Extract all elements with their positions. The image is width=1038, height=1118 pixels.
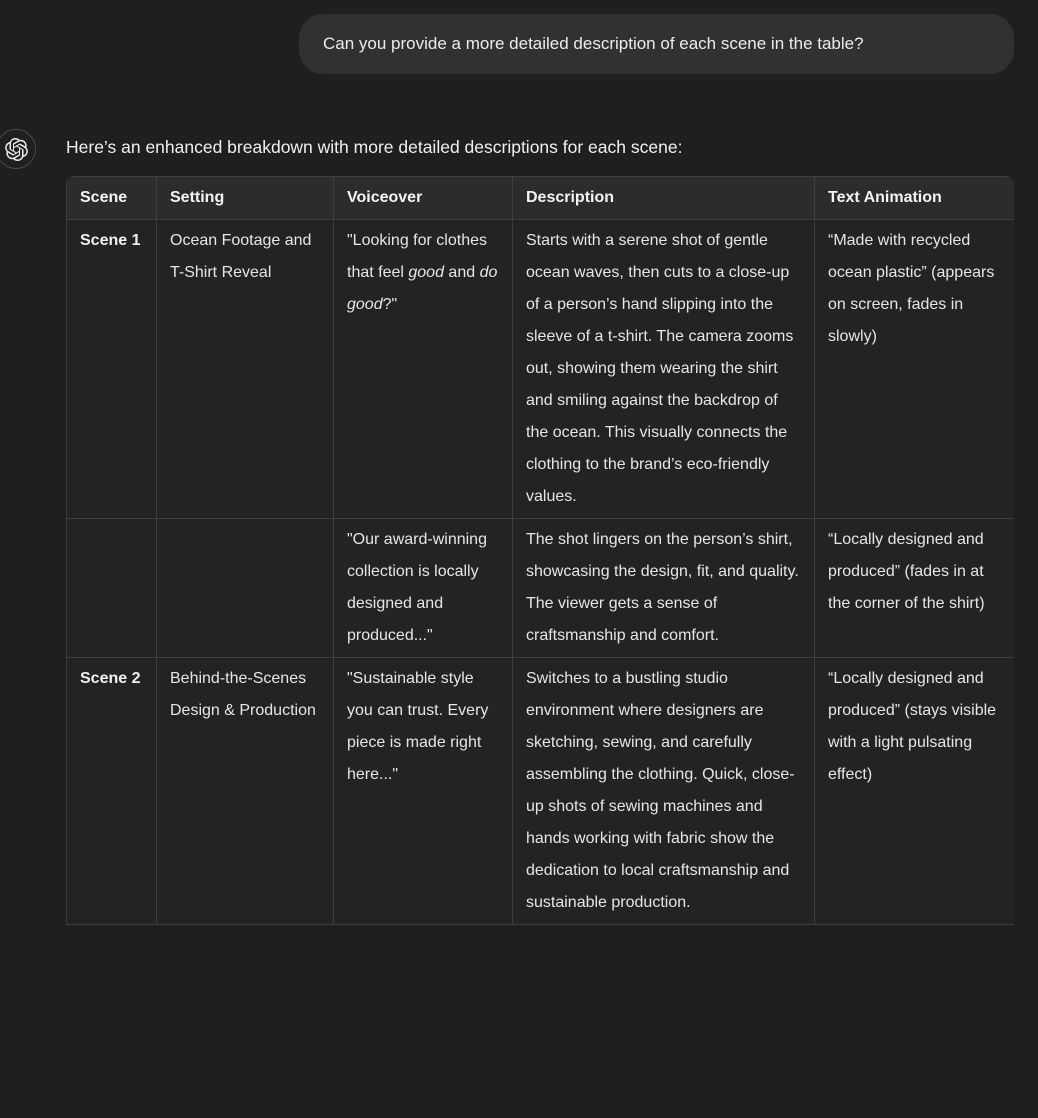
voiceover-segment: and — [443, 264, 480, 281]
cell-text-animation: “Made with recycled ocean plastic” (appears on screen, fades in slowly) — [815, 220, 1015, 519]
voiceover-segment: "Looking for clothes that feel — [347, 232, 487, 281]
table-header-row — [67, 177, 1015, 220]
voiceover-segment: do good — [347, 264, 498, 313]
cell-setting — [157, 519, 334, 658]
cell-voiceover — [334, 658, 513, 925]
cell-scene: Scene 1 — [67, 220, 157, 519]
cell-setting: Ocean Footage and T-Shirt Reveal — [157, 220, 334, 519]
cell-scene — [67, 519, 157, 658]
assistant-avatar — [0, 129, 36, 169]
cell-setting: Behind-the-Scenes Design & Production — [157, 658, 334, 925]
scene-table — [66, 176, 1014, 925]
table-body — [67, 220, 1015, 925]
user-message-bubble — [299, 14, 1014, 74]
cell-scene: Scene 2 — [67, 658, 157, 925]
cell-text-animation: “Locally designed and produced” (fades in at the corner of the shirt) — [815, 519, 1015, 658]
voiceover-segment: "Sustainable style you can trust. Every piece is made right here..." — [347, 670, 489, 783]
column-header: Voiceover — [334, 177, 513, 220]
user-message-text: Can you provide a more detailed description of each scene in the table? — [323, 34, 864, 53]
table-row — [67, 658, 1015, 925]
voiceover-segment: good — [408, 264, 444, 281]
cell-description: Switches to a bustling studio environment where designers are sketching, sewing, and carefully assembling the clothing. Quick, close-up shots of sewing machines and hands working with fabric show the dedication to local craftsmanship and sustainable production. — [513, 658, 815, 925]
assistant-intro-text: Here’s an enhanced breakdown with more detailed descriptions for each scene: — [66, 137, 683, 157]
cell-description: Starts with a serene shot of gentle ocean waves, then cuts to a close-up of a person’s hand slipping into the sleeve of a t-shirt. The camera zooms out, showing them wearing the shirt and smiling against the backdrop of the ocean. This visually connects the clothing to the brand’s eco-friendly values. — [513, 220, 815, 519]
column-header: Text Animation — [815, 177, 1015, 220]
assistant-message — [0, 123, 1038, 925]
scene-table-wrapper — [66, 176, 1014, 925]
assistant-content — [66, 123, 1014, 925]
cell-text-animation: “Locally designed and produced” (stays visible with a light pulsating effect) — [815, 658, 1015, 925]
voiceover-segment: "Our award-winning collection is locally designed and produced..." — [347, 531, 487, 644]
voiceover-segment: ?" — [382, 296, 398, 313]
table-row — [67, 220, 1015, 519]
table-row — [67, 519, 1015, 658]
user-message-row — [0, 0, 1038, 74]
column-header: Description — [513, 177, 815, 220]
cell-voiceover — [334, 519, 513, 658]
column-header: Scene — [67, 177, 157, 220]
cell-description: The shot lingers on the person’s shirt, showcasing the design, fit, and quality. The viewer gets a sense of craftsmanship and comfort. — [513, 519, 815, 658]
openai-logo-icon — [5, 138, 28, 161]
cell-voiceover — [334, 220, 513, 519]
column-header: Setting — [157, 177, 334, 220]
